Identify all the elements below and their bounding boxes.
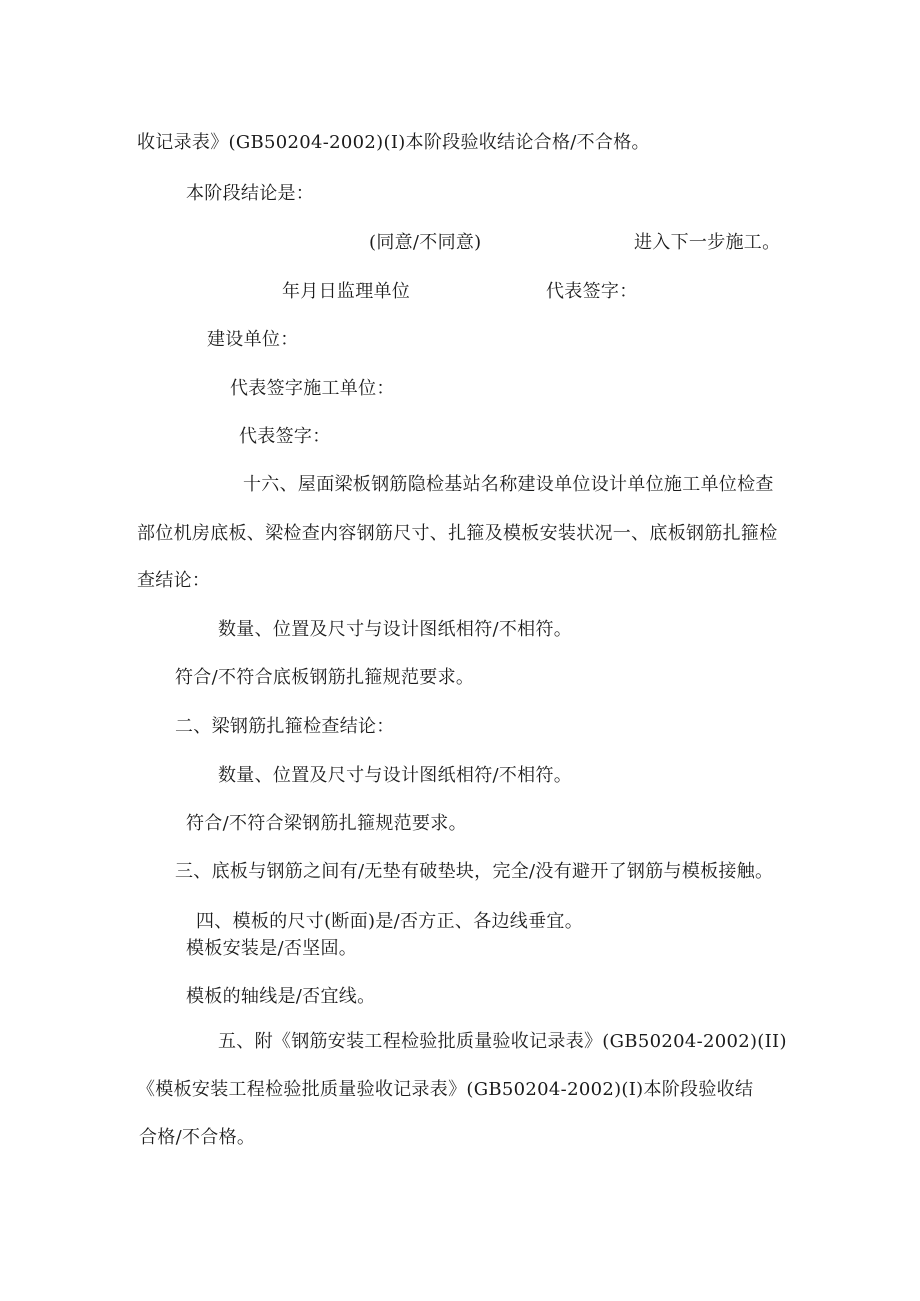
- next-step-text: 进入下一步施工。: [634, 232, 781, 253]
- spec-compliance-1: 符合/不符合底板钢筋扎箍规范要求。: [175, 667, 475, 688]
- item-4-text: 四、模板的尺寸(断面)是/否方正、各边线垂宜。: [196, 911, 584, 932]
- section-16-line-3: 查结论：: [137, 570, 211, 591]
- item-5-line-3: 合格/不合格。: [139, 1127, 256, 1148]
- stage-conclusion-label: 本阶段结论是：: [186, 183, 315, 204]
- text-line-1: 收记录表》(GB50204-2002)(I)本阶段验收结论合格/不合格。: [137, 132, 650, 153]
- item-5-text: 五、附《钢筋安装工程检验批质量验收记录表》(GB50204-2002)(II): [218, 1031, 787, 1052]
- quantity-check-1: 数量、位置及尺寸与设计图纸相符/不相符。: [218, 619, 573, 640]
- construction-owner-label: 建设单位：: [207, 329, 299, 350]
- beam-check-heading: 二、梁钢筋扎箍检查结论：: [175, 716, 395, 737]
- item-3-text: 三、底板与钢筋之间有/无垫有破垫块，完全/没有避开了钢筋与模板接触。: [175, 861, 774, 882]
- spec-compliance-2: 符合/不符合梁钢筋扎箍规范要求。: [186, 813, 467, 834]
- section-16-heading: 十六、屋面梁板钢筋隐检基站名称建设单位设计单位施工单位检查: [243, 474, 774, 495]
- item-5-line-2: 《模板安装工程检验批质量验收记录表》(GB50204-2002)(I)本阶段验收结: [137, 1079, 754, 1100]
- representative-signature-label-2: 代表签字：: [239, 426, 331, 447]
- agree-option: (同意/不同意): [369, 232, 482, 253]
- supervision-unit-label: 年月日监理单位: [282, 281, 411, 302]
- representative-signature-label: 代表签字：: [546, 281, 638, 302]
- formwork-stability-text: 模板安装是/否坚固。: [186, 938, 358, 959]
- formwork-axis-text: 模板的轴线是/否宜线。: [186, 986, 376, 1007]
- quantity-check-2: 数量、位置及尺寸与设计图纸相符/不相符。: [218, 765, 573, 786]
- section-16-line-2: 部位机房底板、梁检查内容钢筋尺寸、扎箍及模板安装状况一、底板钢筋扎箍检: [137, 523, 778, 544]
- contractor-label: 代表签字施工单位：: [230, 378, 395, 399]
